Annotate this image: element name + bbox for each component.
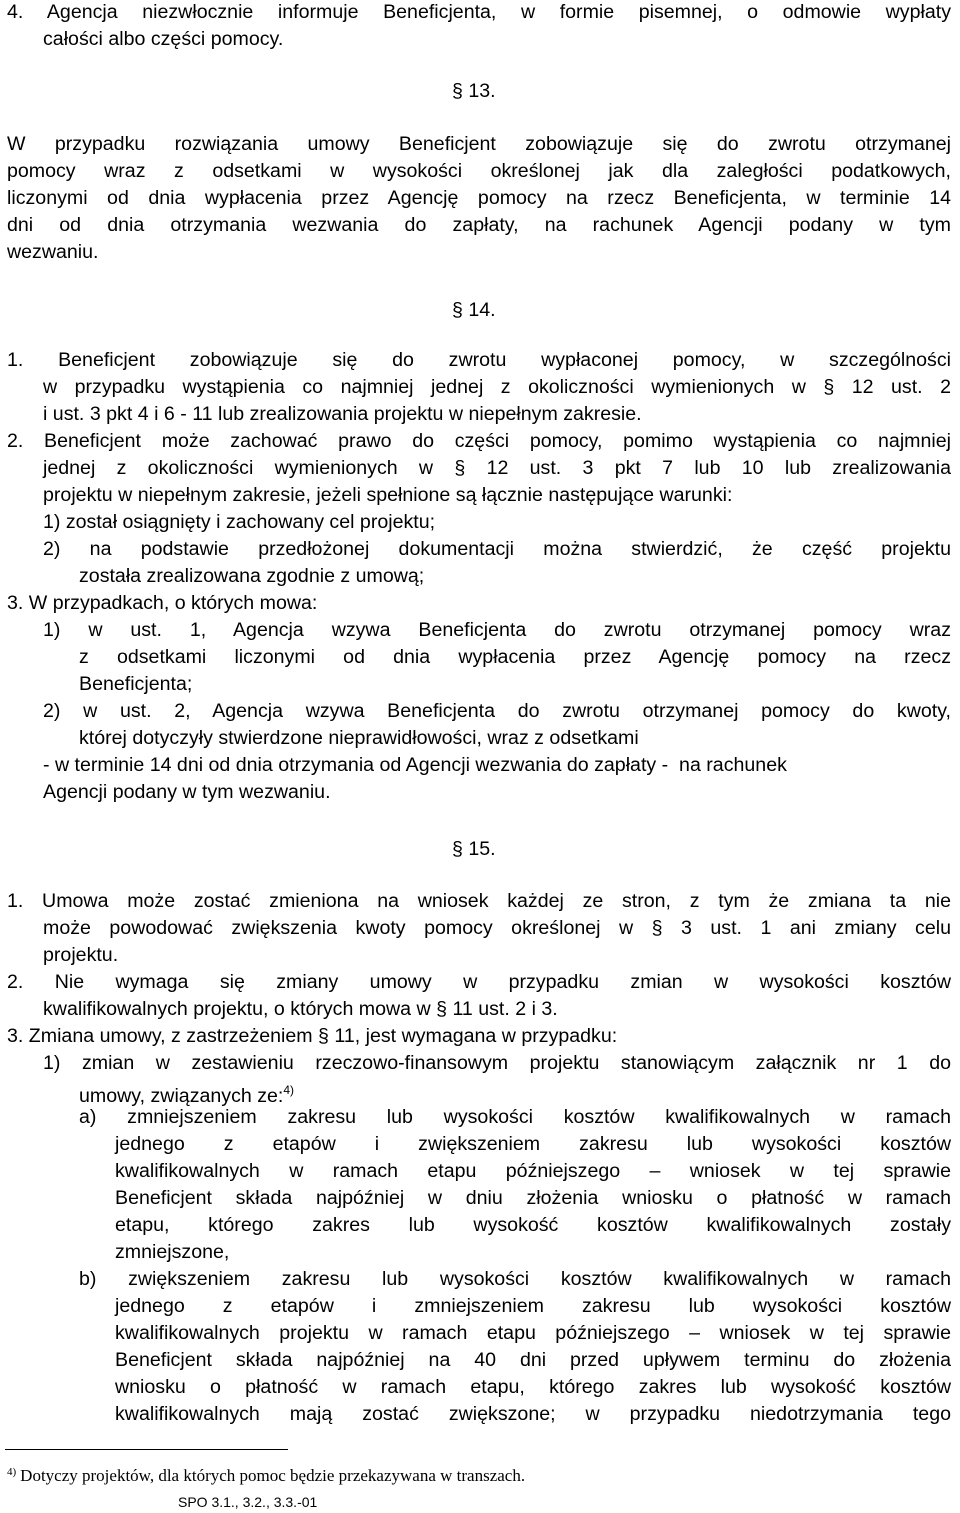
sec15-p2-line1: 2. Nie wymaga się zmiany umowy w przypadku zmian w wysokości kosztów [7, 971, 951, 993]
sec15-p3-a-line4: Beneficjent składa najpóźniej w dniu złożenia wniosku o płatność w ramach [115, 1187, 951, 1209]
sec15-p3-a-line3: kwalifikowalnych w ramach etapu późniejszego – wniosek w tej sprawie [115, 1160, 951, 1182]
footnote-marker: 4) [7, 1466, 17, 1478]
sec14-p3-term-line2: Agencji podany w tym wezwaniu. [43, 781, 331, 803]
sec15-p3-b-line4: Beneficjent składa najpóźniej na 40 dni przed upływem terminu do złożenia [115, 1349, 951, 1371]
sec14-p2-item1: 1) został osiągnięty i zachowany cel projektu; [43, 511, 436, 533]
sec15-p3-b-line2: jednego z etapów i zmniejszeniem zakresu lub wysokości kosztów [115, 1295, 951, 1317]
sec14-p3-item1-line2: z odsetkami liczonymi od dnia wypłacenia przez Agencję pomocy na rzecz [79, 646, 951, 668]
sec15-p1-line1: 1. Umowa może zostać zmieniona na wniosek każdej ze stron, z tym że zmiana ta nie [7, 890, 951, 912]
sec13-line5: wezwaniu. [7, 241, 99, 263]
footnote-text: Dotyczy projektów, dla których pomoc będzie przekazywana w transzach. [20, 1466, 526, 1485]
sec14-p1-line2: w przypadku wystąpienia co najmniej jednej z okoliczności wymienionych w § 12 ust. 2 [43, 376, 951, 398]
sec14-p3-line1: 3. W przypadkach, o których mowa: [7, 592, 318, 614]
section-heading-15: § 15. [452, 838, 496, 860]
sec15-p3-b-line6: kwalifikowalnych mają zostać zwiększone; w przypadku niedotrzymania tego [115, 1403, 951, 1425]
sec15-p2-line2: kwalifikowalnych projektu, o których mowa w § 11 ust. 2 i 3. [43, 998, 558, 1020]
sec15-p3-b-line3: kwalifikowalnych projektu w ramach etapu późniejszego – wniosek w tej sprawie [115, 1322, 951, 1344]
sec14-p3-item2-line2: której dotyczyły stwierdzone nieprawidłowości, wraz z odsetkami [79, 727, 639, 749]
sec12-p4-line2: całości albo części pomocy. [43, 28, 284, 50]
sec14-p2-line1: 2. Beneficjent może zachować prawo do części pomocy, pomimo wystąpienia co najmniej [7, 430, 951, 452]
footnote-separator [5, 1449, 288, 1450]
sec12-p4-line1: 4. Agencja niezwłocznie informuje Beneficjenta, w formie pisemnej, o odmowie wypłaty [7, 1, 951, 23]
section-heading-13: § 13. [452, 80, 496, 102]
sec14-p2-line2: jednej z okoliczności wymienionych w § 12 ust. 3 pkt 7 lub 10 lub zrealizowania [43, 457, 951, 479]
sec14-p2-line3: projektu w niepełnym zakresie, jeżeli spełnione są łącznie następujące warunki: [43, 484, 733, 506]
sec14-p1-line1: 1. Beneficjent zobowiązuje się do zwrotu wypłaconej pomocy, w szczególności [7, 349, 951, 371]
sec14-p3-item2-line1: 2) w ust. 2, Agencja wzywa Beneficjenta do zwrotu otrzymanej pomocy do kwoty, [43, 700, 951, 722]
footnote-reference: 4) [283, 1083, 295, 1097]
sec15-p3-a-line1: a) zmniejszeniem zakresu lub wysokości kosztów kwalifikowalnych w ramach [79, 1106, 951, 1128]
footnote [7, 1461, 525, 1487]
sec15-p3-item1-line1: 1) zmian w zestawieniu rzeczowo-finansowym projektu stanowiącym załącznik nr 1 do [43, 1052, 951, 1074]
sec14-p3-item1-line1: 1) w ust. 1, Agencja wzywa Beneficjenta do zwrotu otrzymanej pomocy wraz [43, 619, 951, 641]
sec15-p3-a-line6: zmniejszone, [115, 1241, 230, 1263]
sec15-p3-b-line1: b) zwiększeniem zakresu lub wysokości kosztów kwalifikowalnych w ramach [79, 1268, 951, 1290]
sec15-p3-item1-line2-text: umowy, związanych ze: [79, 1085, 284, 1107]
sec15-p3-a-line2: jednego z etapów i zwiększeniem zakresu lub wysokości kosztów [115, 1133, 951, 1155]
sec15-p3-item1-line2 [79, 1077, 295, 1107]
sec13-line1: W przypadku rozwiązania umowy Beneficjent zobowiązuje się do zwrotu otrzymanej [7, 133, 951, 155]
sec15-p1-line2: może powodować zwiększenia kwoty pomocy określonej w § 3 ust. 1 ani zmiany celu [43, 917, 951, 939]
sec15-p3-line1: 3. Zmiana umowy, z zastrzeżeniem § 11, jest wymagana w przypadku: [7, 1025, 618, 1047]
sec15-p3-b-line5: wniosku o płatność w ramach etapu, którego zakres lub wysokość kosztów [115, 1376, 951, 1398]
sec14-p3-term-line1: - w terminie 14 dni od dnia otrzymania od Agencji wezwania do zapłaty - na rachunek [43, 754, 787, 776]
section-heading-14: § 14. [452, 299, 496, 321]
sec14-p2-item2-line1: 2) na podstawie przedłożonej dokumentacji można stwierdzić, że część projektu [43, 538, 951, 560]
sec15-p1-line3: projektu. [43, 944, 119, 966]
document-code-footer: SPO 3.1., 3.2., 3.3.-01 [178, 1494, 318, 1510]
sec15-p3-a-line5: etapu, którego zakres lub wysokość kosztów kwalifikowalnych zostały [115, 1214, 951, 1236]
sec14-p2-item2-line2: została zrealizowana zgodnie z umową; [79, 565, 425, 587]
sec13-line3: liczonymi od dnia wypłacenia przez Agencję pomocy na rzecz Beneficjenta, w terminie 14 [7, 187, 951, 209]
sec14-p1-line3: i ust. 3 pkt 4 i 6 - 11 lub zrealizowania projektu w niepełnym zakresie. [43, 403, 642, 425]
sec13-line2: pomocy wraz z odsetkami w wysokości określonej jak dla zaległości podatkowych, [7, 160, 951, 182]
sec14-p3-item1-line3: Beneficjenta; [79, 673, 193, 695]
sec13-line4: dni od dnia otrzymania wezwania do zapłaty, na rachunek Agencji podany w tym [7, 214, 951, 236]
